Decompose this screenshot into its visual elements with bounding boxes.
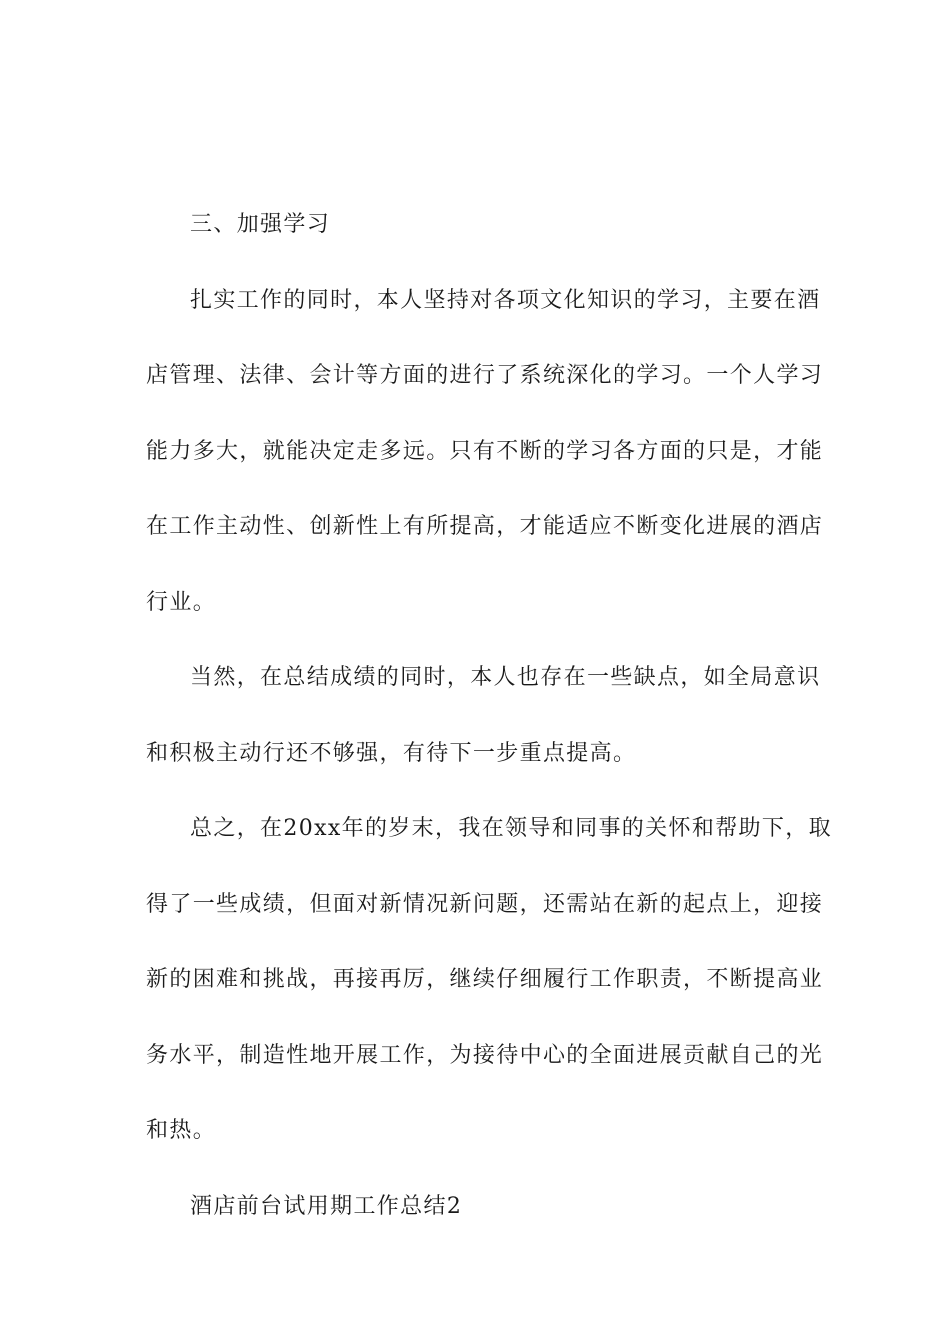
paragraph-line: 新的困难和挑战，再接再厉，继续仔细履行工作职责，不断提高业 [146, 967, 824, 992]
paragraph-line: 行业。 [146, 589, 217, 615]
paragraph-line: 店管理、法律、会计等方面的进行了系统深化的学习。一个人学习 [146, 363, 824, 388]
paragraph-line: 当然，在总结成绩的同时，本人也存在一些缺点，如全局意识 [190, 665, 821, 690]
document-body [146, 207, 832, 1264]
paragraph-line: 扎实工作的同时，本人坚持对各项文化知识的学习，主要在酒 [190, 287, 821, 313]
paragraph-line: 总之，在20xx年的岁末，我在领导和同事的关怀和帮助下，取 [190, 816, 832, 841]
paragraph-line: 和热。 [146, 1118, 217, 1143]
paragraph-line: 能力多大，就能决定走多远。只有不断的学习各方面的只是，才能 [146, 438, 824, 464]
section-heading: 三、加强学习 [190, 212, 331, 237]
paragraph-line: 和积极主动行还不够强，有待下一步重点提高。 [146, 740, 637, 766]
paragraph-line: 在工作主动性、创新性上有所提高，才能适应不断变化进展的酒店 [146, 514, 824, 539]
paragraph-line: 务水平，制造性地开展工作，为接待中心的全面进展贡献自己的光 [146, 1042, 824, 1068]
next-section-title: 酒店前台试用期工作总结2 [190, 1193, 463, 1219]
paragraph-line: 得了一些成绩，但面对新情况新问题，还需站在新的起点上，迎接 [146, 891, 824, 917]
